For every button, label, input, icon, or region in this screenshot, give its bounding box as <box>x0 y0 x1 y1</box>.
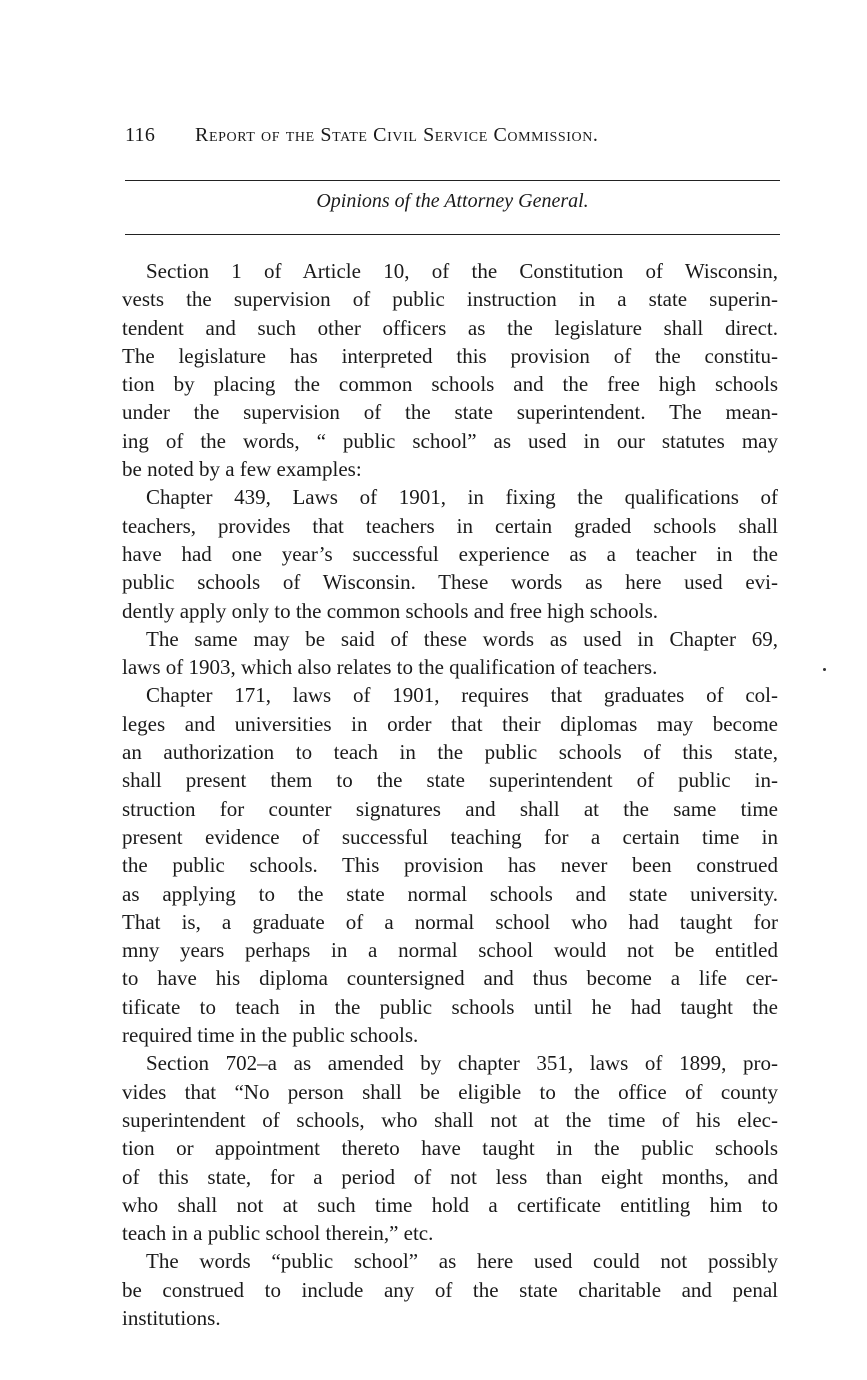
text-line: Chapter 439, Laws of 1901, in fixing the qualifications of <box>146 485 778 510</box>
text-line: leges and universities in order that their diplomas may become <box>122 711 778 736</box>
text-line: The words “public school” as here used could not possibly <box>146 1249 778 1274</box>
text-line: the public schools. This provision has never been construed <box>122 853 778 878</box>
bottom-rule <box>125 234 780 235</box>
text-line: laws of 1903, which also relates to the qualification of teachers. <box>122 655 658 680</box>
body-text <box>122 257 778 1332</box>
text-line: vests the supervision of public instruction in a state superin- <box>122 287 778 312</box>
text-line: under the supervision of the state superintendent. The mean- <box>122 400 778 425</box>
text-line: Section 1 of Article 10, of the Constitution of Wisconsin, <box>146 259 778 283</box>
text-line: tendent and such other officers as the legislature shall direct. <box>122 315 778 340</box>
text-line: tion or appointment thereto have taught in the public schools <box>122 1136 778 1161</box>
text-line: The same may be said of these words as used in Chapter 69, <box>146 626 778 651</box>
text-line: have had one year’s successful experience as a teacher in the <box>122 541 778 566</box>
section-subheading: Opinions of the Attorney General. <box>316 190 589 212</box>
text-line: That is, a graduate of a normal school who had taught for <box>122 909 778 934</box>
text-line: an authorization to teach in the public schools of this state, <box>122 740 778 765</box>
text-line: to have his diploma countersigned and thus become a life cer- <box>122 966 778 991</box>
text-line: teach in a public school therein,” etc. <box>122 1221 434 1246</box>
text-line: dently apply only to the common schools and free high schools. <box>122 598 658 623</box>
text-line: The legislature has interpreted this provision of the constitu- <box>122 343 778 368</box>
header-title: Report of the State Civil Service Commission. <box>195 124 599 146</box>
text-line: vides that “No person shall be eligible to the office of county <box>122 1079 778 1104</box>
text-line: required time in the public schools. <box>122 1023 419 1048</box>
text-line: mny years perhaps in a normal school would not be entitled <box>122 938 778 963</box>
text-line: tificate to teach in the public schools until he had taught the <box>122 994 778 1019</box>
text-line: struction for counter signatures and shall at the same time <box>122 796 778 821</box>
top-rule <box>125 180 780 181</box>
text-line: who shall not at such time hold a certificate entitling him to <box>122 1192 778 1217</box>
text-line: as applying to the state normal schools and state university. <box>122 881 778 906</box>
text-line: superintendent of schools, who shall not at the time of his elec- <box>122 1107 778 1132</box>
text-line: Chapter 171, laws of 1901, requires that graduates of col- <box>146 683 778 708</box>
text-line: Section 702–a as amended by chapter 351, laws of 1899, pro- <box>146 1051 778 1076</box>
scan-speck <box>823 668 826 671</box>
text-line: present evidence of successful teaching for a certain time in <box>122 824 778 849</box>
text-line: ing of the words, “ public school” as used in our statutes may <box>122 428 778 453</box>
text-line: tion by placing the common schools and the free high schools <box>122 372 778 397</box>
text-line: be noted by a few examples: <box>122 457 362 482</box>
text-line: be construed to include any of the state charitable and penal <box>122 1277 778 1302</box>
page-number: 116 <box>125 124 156 146</box>
text-line: teachers, provides that teachers in certain graded schools shall <box>122 513 778 538</box>
running-header <box>125 124 780 147</box>
text-line: shall present them to the state superintendent of public in- <box>122 768 778 793</box>
text-line: institutions. <box>122 1305 221 1330</box>
text-line: public schools of Wisconsin. These words as here used evi- <box>122 570 778 595</box>
text-line: of this state, for a period of not less than eight months, and <box>122 1164 778 1189</box>
